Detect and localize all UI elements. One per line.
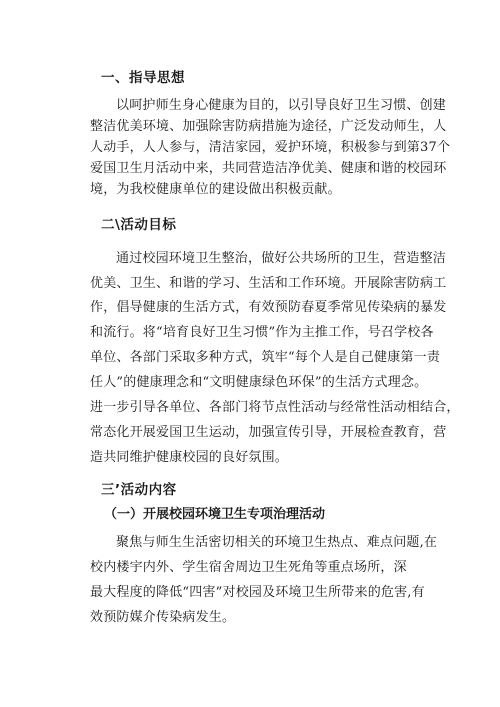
subsection-heading-campus-environment: （一）开展校园环境卫生专项治理活动: [104, 507, 326, 522]
section-heading-activity-goals: 二\活动目标: [101, 217, 177, 233]
paragraph-line: 和流行。将“培育良好卫生习惯”作为主推工作，号召学校各: [90, 325, 434, 340]
paragraph-line: 境，为我校健康单位的建设做出积极贡献。: [90, 182, 341, 197]
paragraph-line: 常态化开展爱国卫生运动，加强宣传引导，开展检查教育，营: [90, 425, 447, 440]
paragraph-line: 校内楼宇内外、学生宿舍周边卫生死角等重点场所，深: [90, 560, 407, 575]
paragraph-line: 爱国卫生月活动中来，共同营造洁净优美、健康和谐的校园环: [90, 161, 447, 176]
paragraph-line: 效预防媒介传染病发生。: [90, 610, 236, 625]
paragraph-line: 通过校园环境卫生整治，做好公共场所的卫生，营造整洁: [116, 251, 447, 266]
paragraph-line: 以呵护师生身心健康为目的，以引导良好卫生习惯、创建: [116, 98, 447, 113]
paragraph-line: 优美、卫生、和谐的学习、生活和工作环境。开展除害防病工: [90, 276, 447, 291]
section-heading-guiding-ideology: 一、指导思想: [101, 70, 185, 86]
section-heading-activity-content: 三’活动内容: [101, 482, 177, 498]
paragraph-line: 造共同维护健康校园的良好氛围。: [90, 450, 289, 465]
paragraph-line: 单位、各部门采取多种方式，筑牢“每个人是自己健康第一责: [90, 350, 441, 365]
paragraph-line: 最大程度的降低“四害”对校园及环境卫生所带来的危害,有: [90, 585, 425, 600]
paragraph-line: 整洁优美环境、加强除害防病措施为途径，广泛发动师生，人: [90, 119, 447, 134]
paragraph-line: 作，倡导健康的生活方式，有效预防春夏季常见传染病的暴发: [90, 300, 447, 315]
paragraph-line: 任人”的健康理念和“文明健康绿色环保”的生活方式理念。: [90, 375, 428, 390]
paragraph-line: 聚焦与师生生活密切相关的环境卫生热点、难点问题,在: [116, 535, 438, 550]
paragraph-line: 人动手，人人参与，清洁家园，爱护环境，积极参与到第37个: [90, 140, 451, 155]
paragraph-line: 进一步引导各单位、各部门将节点性活动与经常性活动相结合，: [90, 400, 460, 415]
